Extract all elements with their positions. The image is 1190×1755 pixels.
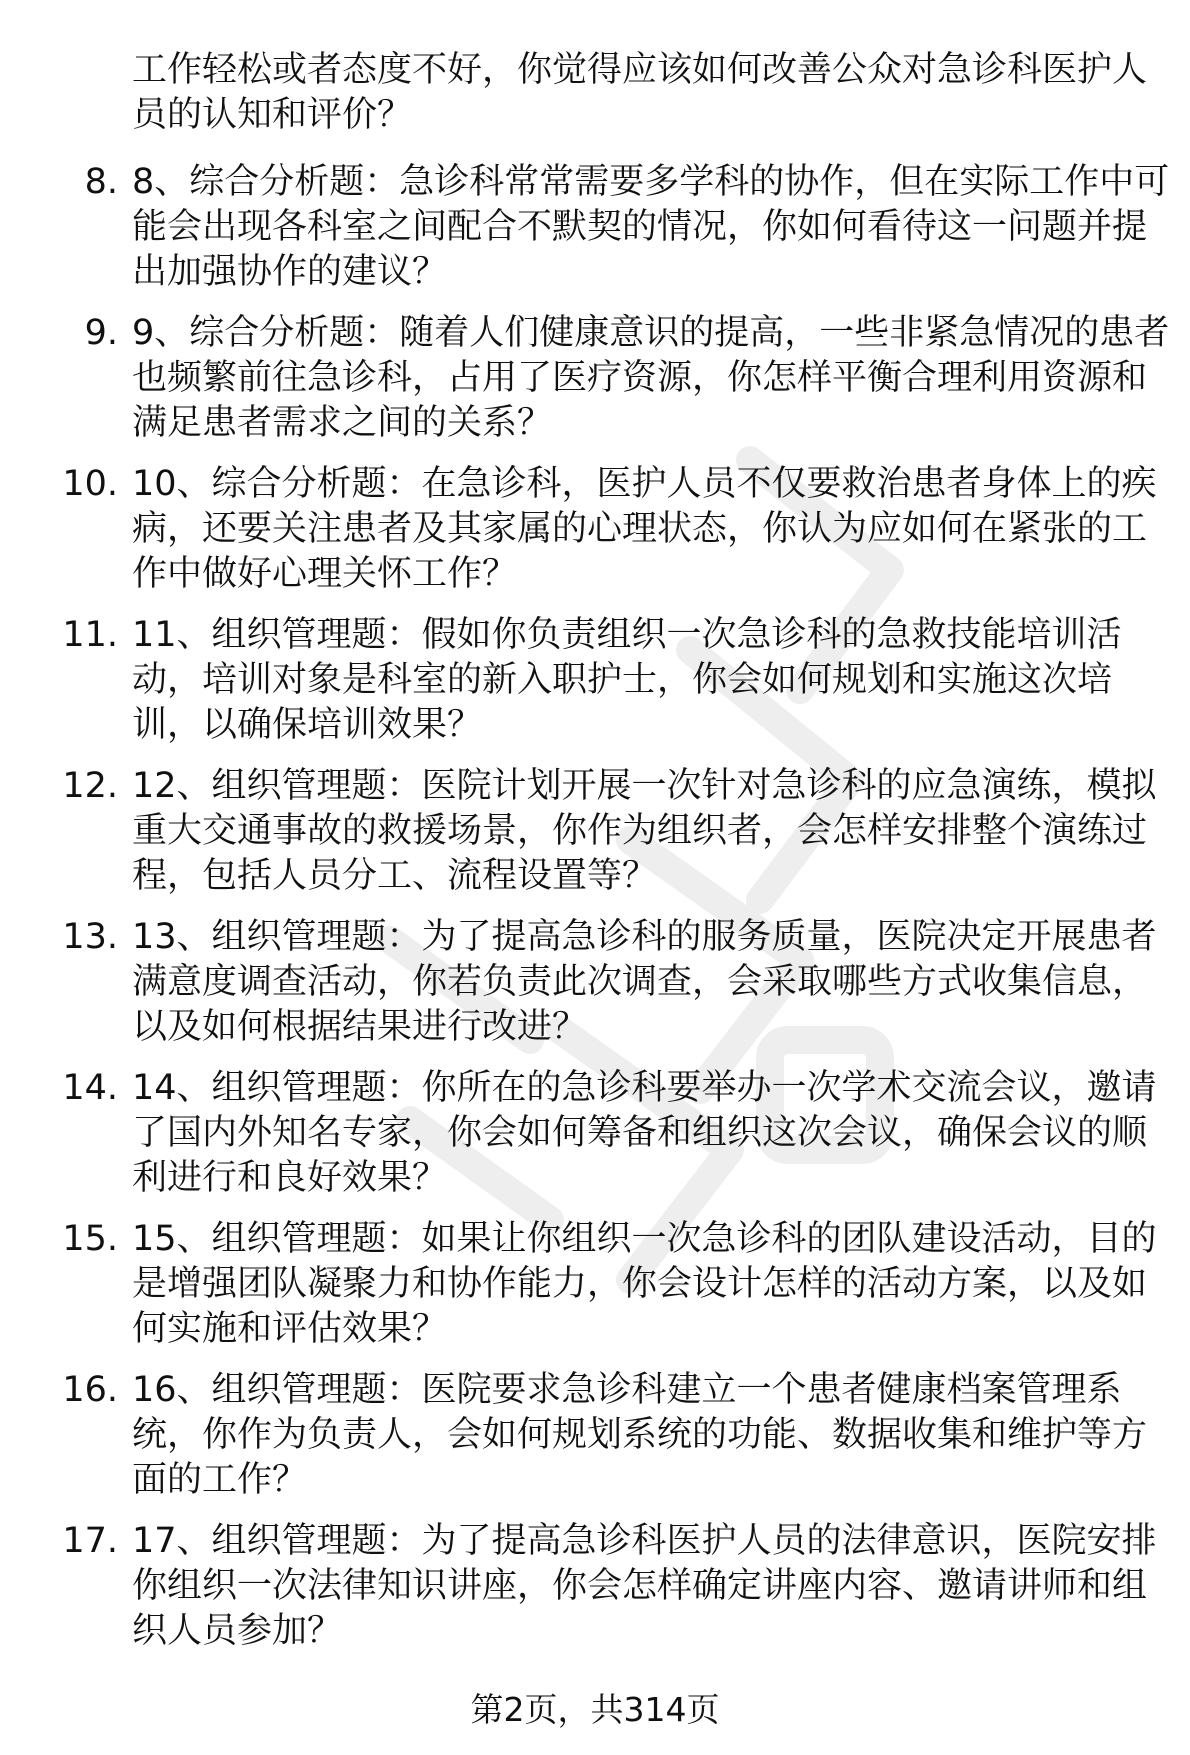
question-item xyxy=(0,1217,1190,1352)
question-item xyxy=(0,915,1190,1050)
question-text: 17、组织管理题：为了提高急诊科医护人员的法律意识，医院安排你组织一次法律知识讲座，你会怎样确定讲座内容、邀请讲师和组织人员参加？ xyxy=(132,1521,1157,1651)
question-number: 17. xyxy=(62,1521,118,1561)
question-item xyxy=(0,160,1190,295)
question-number: 8. xyxy=(84,162,118,202)
question-item xyxy=(0,1066,1190,1201)
question-text: 14、组织管理题：你所在的急诊科要举办一次学术交流会议，邀请了国内外知名专家，你会如何筹备和组织这次会议，确保会议的顺利进行和良好效果？ xyxy=(132,1068,1157,1198)
question-text: 8、综合分析题：急诊科常常需要多学科的协作，但在实际工作中可能会出现各科室之间配合不默契的情况，你如何看待这一问题并提出加强协作的建议？ xyxy=(132,162,1170,292)
question-item xyxy=(0,1519,1190,1654)
question-text: 9、综合分析题：随着人们健康意识的提高，一些非紧急情况的患者也频繁前往急诊科，占用了医疗资源，你怎样平衡合理利用资源和满足患者需求之间的关系？ xyxy=(132,313,1170,443)
question-item xyxy=(0,462,1190,597)
question-item xyxy=(0,613,1190,748)
question-text: 12、组织管理题：医院计划开展一次针对急诊科的应急演练，模拟重大交通事故的救援场景，你作为组织者，会怎样安排整个演练过程，包括人员分工、流程设置等？ xyxy=(132,766,1157,896)
question-item xyxy=(0,1368,1190,1503)
question-number: 11. xyxy=(62,615,118,655)
question-number: 14. xyxy=(62,1068,118,1108)
question-number: 15. xyxy=(62,1219,118,1259)
question-list xyxy=(0,160,1190,1670)
continued-question-text: 工作轻松或者态度不好，你觉得应该如何改善公众对急诊科医护人员的认知和评价？ xyxy=(132,50,1148,135)
question-text: 13、组织管理题：为了提高急诊科的服务质量，医院决定开展患者满意度调查活动，你若负责此次调查，会采取哪些方式收集信息，以及如何根据结果进行改进？ xyxy=(132,917,1157,1047)
question-number: 9. xyxy=(84,313,118,353)
question-number: 12. xyxy=(62,766,118,806)
question-text: 16、组织管理题：医院要求急诊科建立一个患者健康档案管理系统，你作为负责人，会如何规划系统的功能、数据收集和维护等方面的工作？ xyxy=(132,1370,1148,1500)
question-number: 10. xyxy=(62,464,118,504)
question-text: 11、组织管理题：假如你负责组织一次急诊科的急救技能培训活动，培训对象是科室的新入职护士，你会如何规划和实施这次培训，以确保培训效果？ xyxy=(132,615,1122,745)
question-text: 10、综合分析题：在急诊科，医护人员不仅要救治患者身体上的疾病，还要关注患者及其家属的心理状态，你认为应如何在紧张的工作中做好心理关怀工作？ xyxy=(132,464,1157,594)
question-number: 16. xyxy=(62,1370,118,1410)
question-number: 13. xyxy=(62,917,118,957)
question-item xyxy=(0,764,1190,899)
page-footer: 第2页，共314页 xyxy=(470,1690,720,1729)
question-text: 15、组织管理题：如果让你组织一次急诊科的团队建设活动，目的是增强团队凝聚力和协作能力，你会设计怎样的活动方案，以及如何实施和评估效果？ xyxy=(132,1219,1157,1349)
question-item xyxy=(0,311,1190,446)
